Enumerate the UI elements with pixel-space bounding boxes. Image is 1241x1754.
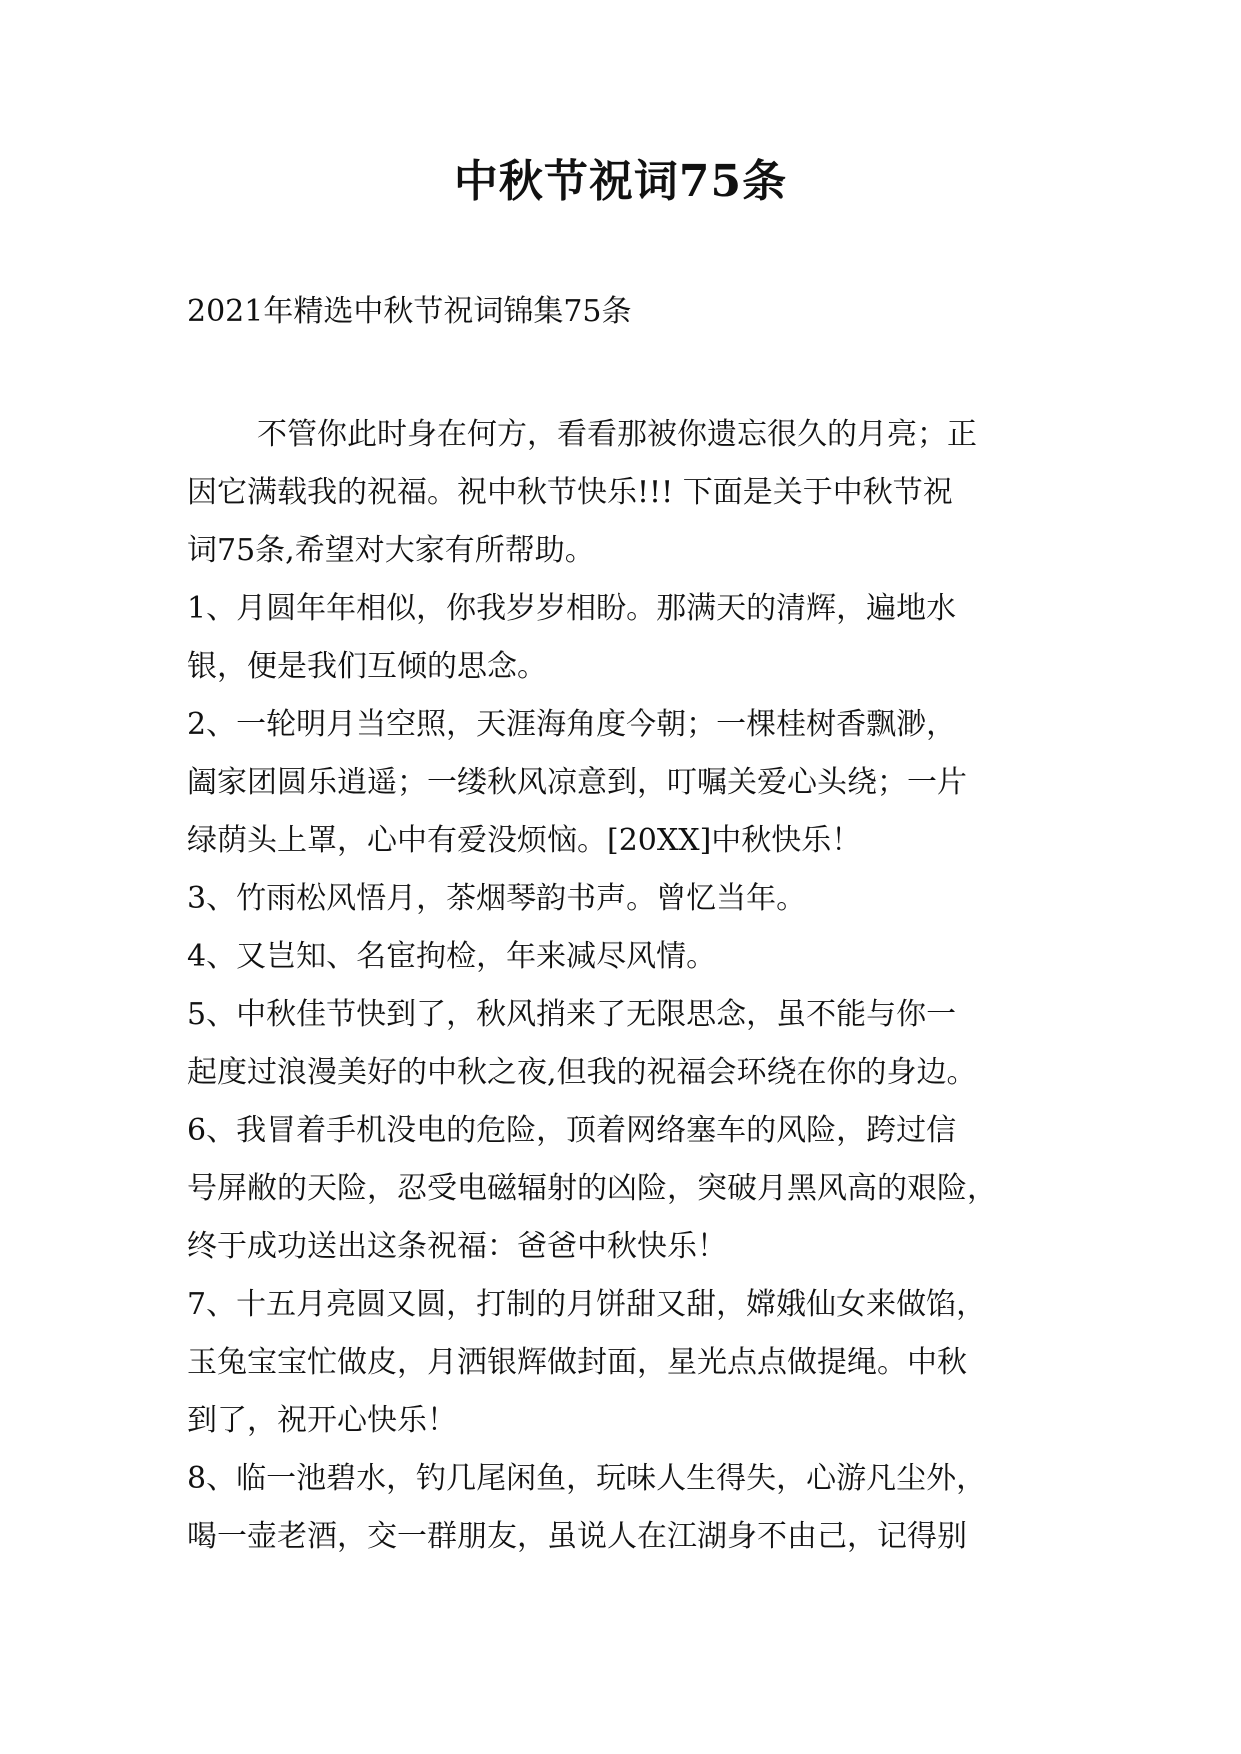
- entry-line: 5、中秋佳节快到了，秋风捎来了无限思念，虽不能与你一: [187, 997, 957, 1032]
- entry-line: 玉兔宝宝忙做皮，月洒银辉做封面，星光点点做提绳。中秋: [187, 1345, 967, 1380]
- entry-line: 起度过浪漫美好的中秋之夜,但我的祝福会环绕在你的身边。: [187, 1055, 977, 1090]
- entry-line: 号屏敝的天险，忍受电磁辐射的凶险，突破月黑风高的艰险，: [187, 1171, 997, 1206]
- entry-line: 6、我冒着手机没电的危险，顶着网络塞车的风险，跨过信: [187, 1113, 957, 1148]
- intro-line: 词75条,希望对大家有所帮助。: [187, 533, 595, 568]
- entry-line: 8、临一池碧水，钓几尾闲鱼，玩味人生得失，心游凡尘外，: [187, 1461, 987, 1496]
- entry-line: 7、十五月亮圆又圆，打制的月饼甜又甜，嫦娥仙女来做馅，: [187, 1287, 987, 1322]
- entry-line: 喝一壶老酒，交一群朋友，虽说人在江湖身不由己，记得别: [187, 1519, 967, 1554]
- intro-line: 不管你此时身在何方，看看那被你遗忘很久的月亮；正: [257, 417, 977, 452]
- entry-line: 终于成功送出这条祝福：爸爸中秋快乐！: [187, 1229, 727, 1264]
- entry-line: 到了，祝开心快乐！: [187, 1403, 457, 1438]
- document-body: [187, 406, 1053, 1566]
- entry-line: 4、又岂知、名宦拘检，年来减尽风情。: [187, 939, 717, 974]
- entry-line: 2、一轮明月当空照，天涯海角度今朝；一棵桂树香飘渺，: [187, 707, 957, 742]
- entry-line: 银，便是我们互倾的思念。: [187, 649, 547, 684]
- entry-line: 绿荫头上罩，心中有爱没烦恼。[20XX]中秋快乐！: [187, 823, 862, 858]
- document-subtitle: 2021年精选中秋节祝词锦集75条: [187, 294, 632, 329]
- entry-line: 3、竹雨松风悟月，茶烟琴韵书声。曾忆当年。: [187, 881, 807, 916]
- entry-line: 1、月圆年年相似，你我岁岁相盼。那满天的清辉，遍地水: [187, 591, 957, 626]
- document-title: 中秋节祝词75条: [453, 156, 788, 207]
- intro-line: 因它满载我的祝福。祝中秋节快乐!!! 下面是关于中秋节祝: [187, 475, 953, 510]
- entry-line: 阖家团圆乐逍遥；一缕秋风凉意到，叮嘱关爱心头绕；一片: [187, 765, 967, 800]
